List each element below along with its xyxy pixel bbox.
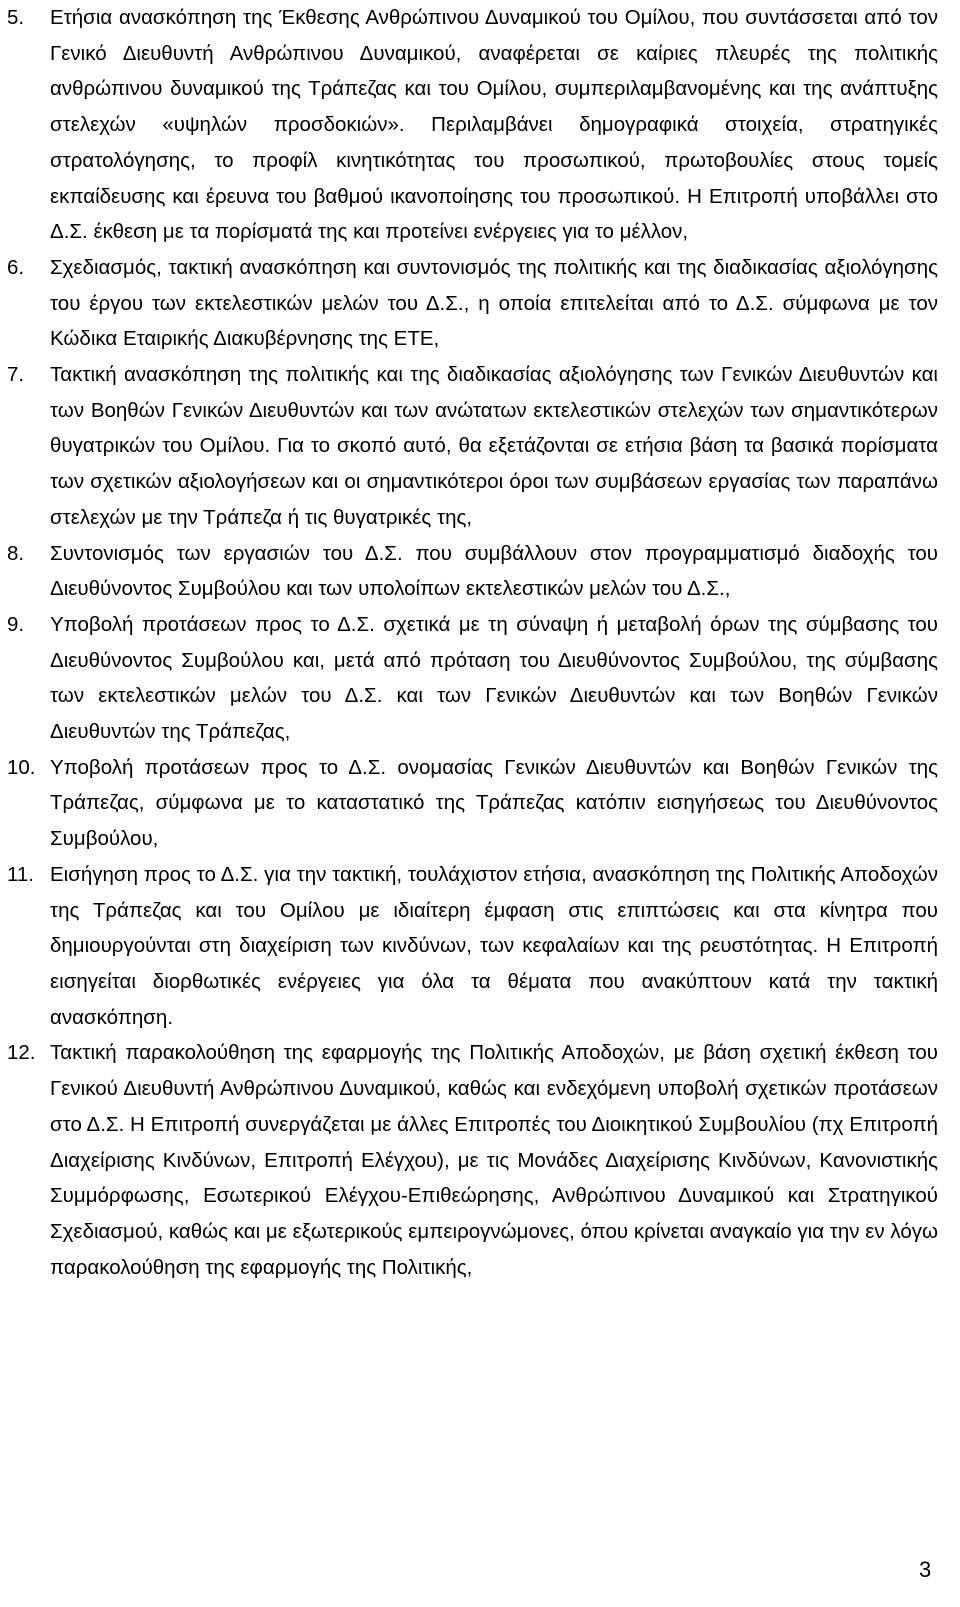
list-item-10 [0,750,938,857]
item-text: Τακτική παρακολούθηση της εφαρμογής της Πολιτικής Αποδοχών, με βάση σχετική έκθεση του Γενικού Διευθυντή Ανθρώπινου Δυναμικού, καθώς και ενδεχόμενη υποβολή σχετικών προτάσεων στο Δ.Σ. Η Επιτροπή συνεργάζεται με άλλες Επιτροπές του Διοικητικού Συμβουλίου (πχ Επιτροπή Διαχείρισης Κινδύνων, Επιτροπή Ελέγχου), με τις Μονάδες Διαχείρισης Κινδύνων, Κανονιστικής Συμμόρφωσης, Εσωτερικού Ελέγχου-Επιθεώρησης, Ανθρώπινου Δυναμικού και Στρατηγικού Σχεδιασμού, καθώς και με εξωτερικούς εμπειρογνώμονες, όπου κρίνεται αναγκαίο για την εν λόγω παρακολούθηση της εφαρμογής της Πολιτικής, [50,1041,938,1279]
item-number: 6. [7,255,25,279]
item-number: 10. [7,755,36,779]
item-text: Ετήσια ανασκόπηση της Έκθεσης Ανθρώπινου Δυναμικού του Ομίλου, που συντάσσεται από τον Γενικό Διευθυντή Ανθρώπινου Δυναμικού, αναφέρεται σε καίριες πλευρές της πολιτικής ανθρώπινου δυναμικού της Τράπεζας και του Ομίλου, συμπεριλαμβανομένης και της ανάπτυξης στελεχών «υψηλών προσδοκιών». Περιλαμβάνει δημογραφικά στοιχεία, στρατηγικές στρατολόγησης, το προφίλ κινητικότητας του προσωπικού, πρωτοβουλίες στους τομείς εκπαίδευσης και έρευνα του βαθμού ικανοποίησης του προσωπικού. Η Επιτροπή υποβάλλει στο Δ.Σ. έκθεση με τα πορίσματά της και προτείνει ενέργειες για το μέλλον, [50,6,938,244]
item-text: Υποβολή προτάσεων προς το Δ.Σ. σχετικά με τη σύναψη ή μεταβολή όρων της σύμβασης του Διευθύνοντος Συμβούλου και, μετά από πρόταση του Διευθύνοντος Συμβούλου, της σύμβασης των εκτελεστικών μελών του Δ.Σ. και των Γενικών Διευθυντών και των Βοηθών Γενικών Διευθυντών της Τράπεζας, [50,612,938,744]
list-item-7 [0,357,938,536]
list-item-5 [0,0,938,250]
item-number: 12. [7,1041,36,1065]
item-text: Τακτική ανασκόπηση της πολιτικής και της διαδικασίας αξιολόγησης των Γενικών Διευθυντών και των Βοηθών Γενικών Διευθυντών και των ανώτατων εκτελεστικών στελεχών των σημαντικότερων θυγατρικών του Ομίλου. Για το σκοπό αυτό, θα εξετάζονται σε ετήσια βάση τα βασικά πορίσματα των σχετικών αξιολογήσεων και οι σημαντικότεροι όροι των συμβάσεων εργασίας των παραπάνω στελεχών με την Τράπεζα ή τις θυγατρικές της, [50,363,938,529]
list-item-6 [0,250,938,357]
list-item-12 [0,1035,938,1285]
list-item-8 [0,536,938,607]
item-number: 11. [7,862,34,886]
item-text: Σχεδιασμός, τακτική ανασκόπηση και συντονισμός της πολιτικής και της διαδικασίας αξιολόγησης του έργου των εκτελεστικών μελών του Δ.Σ., η οποία επιτελείται από το Δ.Σ. σύμφωνα με τον Κώδικα Εταιρικής Διακυβέρνησης της ΕΤΕ, [50,255,938,351]
page-number: 3 [919,1557,932,1582]
item-number: 7. [7,363,25,387]
item-text: Εισήγηση προς το Δ.Σ. για την τακτική, τουλάχιστον ετήσια, ανασκόπηση της Πολιτικής Αποδοχών της Τράπεζας και του Ομίλου με ιδιαίτερη έμφαση στις επιπτώσεις και στα κίνητρα που δημιουργούνται στη διαχείριση των κινδύνων, των κεφαλαίων και της ρευστότητας. Η Επιτροπή εισηγείται διορθωτικές ενέργειες για όλα τα θέματα που ανακύπτουν κατά την τακτική ανασκόπηση. [50,862,938,1029]
item-number: 8. [7,541,25,565]
list-item-9 [0,607,938,750]
item-text: Υποβολή προτάσεων προς το Δ.Σ. ονομασίας Γενικών Διευθυντών και Βοηθών Γενικών της Τράπεζας, σύμφωνα με το καταστατικό της Τράπεζας κατόπιν εισηγήσεως του Διευθύνοντος Συμβούλου, [50,755,938,851]
list-item-11 [0,857,938,1036]
item-number: 9. [7,612,25,636]
item-text: Συντονισμός των εργασιών του Δ.Σ. που συμβάλλουν στον προγραμματισμό διαδοχής του Διευθύνοντος Συμβούλου και των υπολοίπων εκτελεστικών μελών του Δ.Σ., [50,541,938,601]
item-number: 5. [7,6,25,29]
